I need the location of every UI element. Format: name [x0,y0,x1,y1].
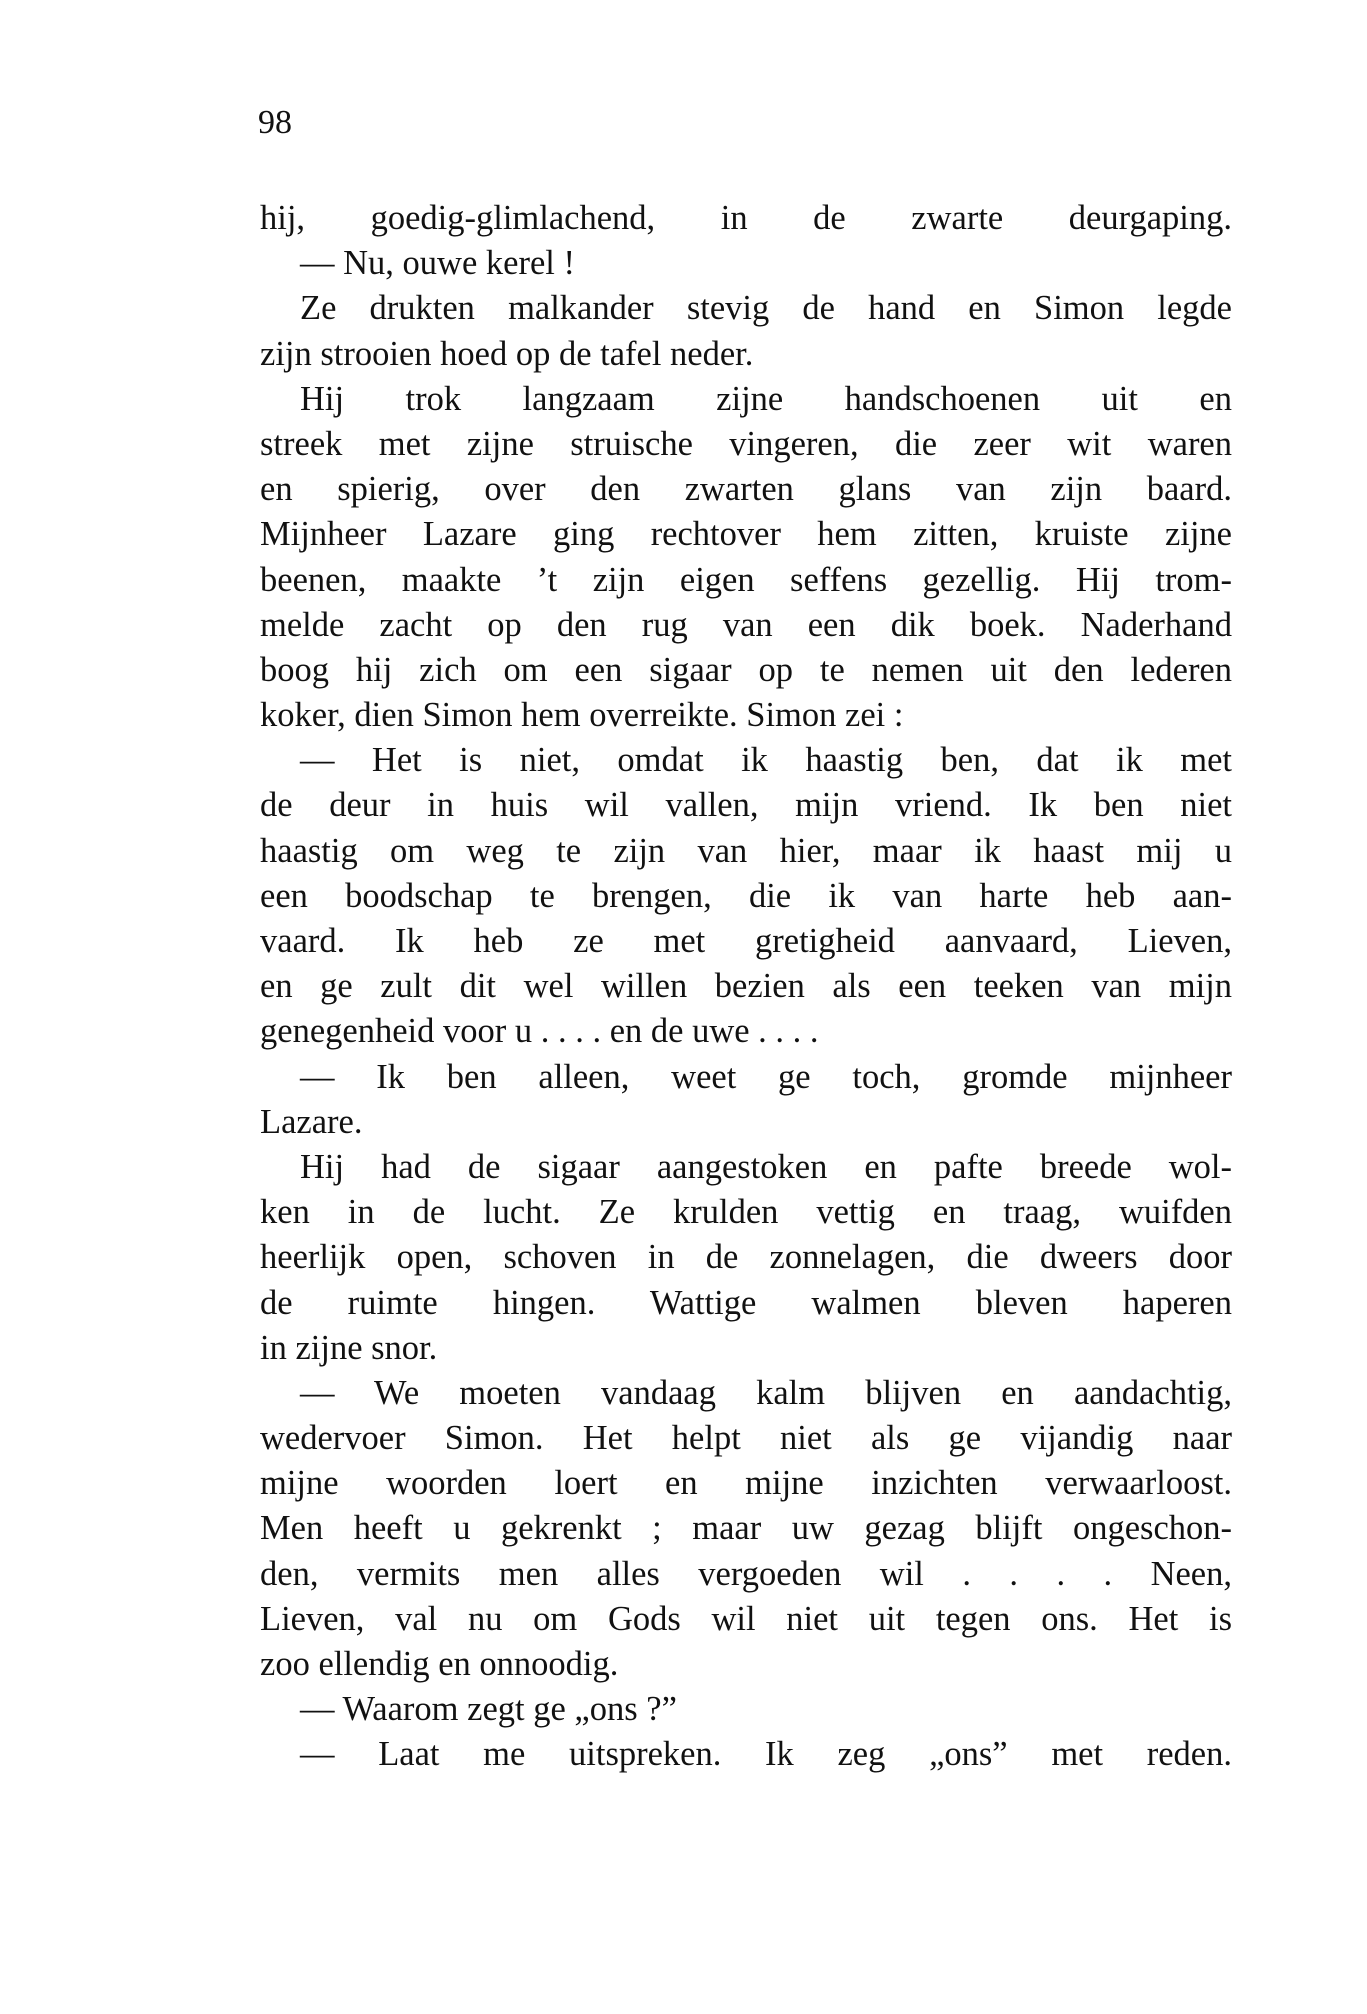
text-line: zijn strooien hoed op de tafel neder. [260,334,754,373]
text-line: haastig om weg te zijn van hier, maar ik haast mij u [260,831,1232,870]
text-line: — Het is niet, omdat ik haastig ben, dat ik met [300,741,1232,780]
text-line: Hij trok langzaam zijne handschoenen uit en [300,379,1232,418]
text-line: een boodschap te brengen, die ik van harte heb aan- [260,876,1232,915]
text-line: en ge zult dit wel willen bezien als een teeken van mijn [260,967,1232,1006]
text-line: Ze drukten malkander stevig de hand en Simon legde [300,289,1232,328]
text-line: wedervoer Simon. Het helpt niet als ge vijandig naar [260,1419,1232,1458]
text-line: Lieven, val nu om Gods wil niet uit tegen ons. Het is [260,1599,1232,1638]
text-line: de ruimte hingen. Wattige walmen bleven haperen [260,1283,1232,1322]
text-line: — Waarom zegt ge „ons ?” [300,1690,677,1729]
text-line: koker, dien Simon hem overreikte. Simon zei : [260,696,904,735]
text-line: — Laat me uitspreken. Ik zeg „ons” met reden. [300,1735,1232,1774]
text-line: hij, goedig-glimlachend, in de zwarte deurgaping. [260,199,1232,237]
text-line: den, vermits men alles vergoeden wil . . . . Neen, [260,1554,1232,1593]
text-line: — Nu, ouwe kerel ! [300,244,575,283]
text-line: genegenheid voor u . . . . en de uwe . . . . [260,1012,819,1051]
text-line: streek met zijne struische vingeren, die zeer wit waren [260,424,1232,463]
text-line: mijne woorden loert en mijne inzichten verwaarloost. [260,1464,1232,1503]
text-line: de deur in huis wil vallen, mijn vriend. Ik ben niet [260,786,1232,825]
text-line: boog hij zich om een sigaar op te nemen uit den lederen [260,650,1232,689]
text-line: heerlijk open, schoven in de zonnelagen, die dweers door [260,1238,1232,1277]
text-line: Lazare. [260,1102,363,1141]
text-line: ken in de lucht. Ze krulden vettig en traag, wuifden [260,1193,1232,1232]
body-text [260,196,1232,1778]
text-line: melde zacht op den rug van een dik boek. Naderhand [260,605,1232,644]
text-line: Hij had de sigaar aangestoken en pafte breede wol- [300,1147,1232,1186]
text-line: in zijne snor. [260,1328,438,1367]
page-number: 98 [258,104,292,141]
text-line: Men heeft u gekrenkt ; maar uw gezag blijft ongeschon- [260,1509,1232,1548]
text-line: — We moeten vandaag kalm blijven en aandachtig, [300,1373,1232,1412]
text-line: en spierig, over den zwarten glans van zijn baard. [260,470,1232,509]
text-line: Mijnheer Lazare ging rechtover hem zitten, kruiste zijne [260,515,1232,554]
text-line: zoo ellendig en onnoodig. [260,1645,619,1683]
text-line: beenen, maakte ’t zijn eigen seffens gezellig. Hij trom- [260,560,1232,599]
text-line: — Ik ben alleen, weet ge toch, gromde mijnheer [300,1057,1232,1096]
text-line: vaard. Ik heb ze met gretigheid aanvaard, Lieven, [260,922,1232,960]
